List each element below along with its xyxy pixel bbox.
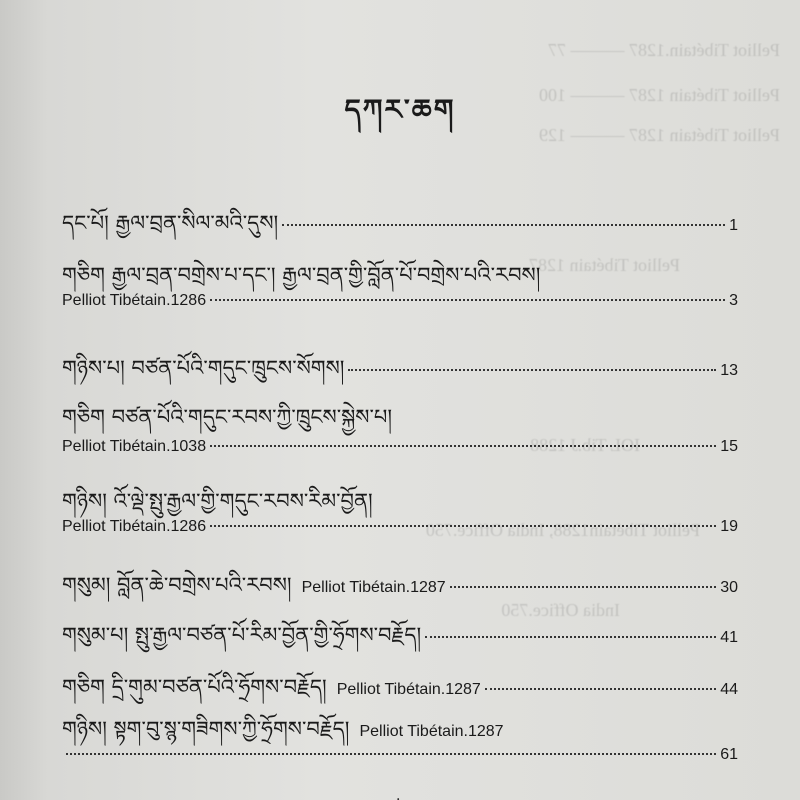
page-number: 44 xyxy=(720,681,738,698)
toc-entry-9[interactable] xyxy=(62,746,738,764)
toc-entry-4[interactable] xyxy=(62,438,738,456)
leader-dots xyxy=(485,688,716,690)
entry-title: གཅིག དྲི་གུམ་བཙན་པོའི་ཧྲོགས་བརྗོད། xyxy=(62,675,327,699)
page-number: 41 xyxy=(720,629,738,646)
source-label: Pelliot Tibétain.1286 xyxy=(62,292,207,309)
leader-dots xyxy=(348,369,716,371)
page-number: 1 xyxy=(729,217,738,234)
entry-title: གཉིས། འོ་ལྡེ་སྤུ་རྒྱལ་གྱི་གདུང་རབས་རིམ་བྱོན། xyxy=(62,489,373,513)
leader-dots xyxy=(282,224,725,226)
page-folio-mark: · xyxy=(396,792,401,800)
leader-dots xyxy=(210,445,716,447)
source-label: Pelliot Tibétain.1286 xyxy=(62,518,207,535)
leader-dots xyxy=(425,636,716,638)
entry-title: གསུམ། བློན་ཆེ་བགྲེས་པའི་རབས། xyxy=(62,573,292,597)
leader-dots xyxy=(210,299,725,301)
page-number: 19 xyxy=(720,518,738,535)
entry-title: གཉིས། སྟག་བུ་སྙ་གཟིགས་ཀྱི་ཧྲོགས་བརྗོད། xyxy=(62,717,350,741)
entry-title: གཅིག རྒྱལ་བྲན་བགྲེས་པ་དང་། རྒྱལ་བྲན་གྱི་བློན་པོ་བགྲེས་པའི་རབས། xyxy=(62,263,541,287)
entry-title: གཅིག བཙན་པོའི་གདུང་རབས་ཀྱི་ཁྲུངས་སྐྱེས་པ། xyxy=(62,405,393,429)
entry-title: གཉིས་པ། བཙན་པོའི་གདུང་ཁྲུངས་སོགས། xyxy=(62,356,345,380)
leader-dots xyxy=(66,753,716,755)
toc-entry-7[interactable] xyxy=(62,612,738,671)
source-label: Pelliot Tibétain.1038 xyxy=(62,438,207,455)
toc-title: དཀར་ཆག xyxy=(344,93,456,126)
source-label: Pelliot Tibétain.1287 xyxy=(359,723,504,740)
leader-dots xyxy=(210,525,716,527)
page-number: 13 xyxy=(720,362,738,379)
page-number: 30 xyxy=(720,579,738,596)
entry-title: གསུམ་པ། སྤུ་རྒྱལ་བཙན་པོ་རིམ་བྱོན་གྱི་ཧྲོགས་བརྗོད། xyxy=(62,623,422,647)
page-number: 15 xyxy=(720,438,738,455)
toc-entry-2[interactable] xyxy=(62,292,738,310)
source-label: Pelliot Tibétain.1287 xyxy=(301,579,446,596)
leader-dots xyxy=(450,586,717,588)
page-number: 3 xyxy=(729,292,738,309)
bleed-through-text: Pelliot Tibétain.1287 ——— 77 Pelliot Tibétain 1287 ——— 100 Pelliot Tibétain 1287 ——— 129 Pelliot Tibétain 1287 IOL Tib.J 1288 Pelliot Tibétain1288, India Office.750 India Office.750 xyxy=(425,40,780,620)
toc-entry-1[interactable] xyxy=(62,200,738,259)
toc-entry-5[interactable] xyxy=(62,518,738,536)
source-label: Pelliot Tibétain.1287 xyxy=(336,681,481,698)
entry-title: དང་པོ། རྒྱལ་བྲན་སིལ་མའི་དུས། xyxy=(62,211,279,235)
page-number: 61 xyxy=(720,746,738,763)
